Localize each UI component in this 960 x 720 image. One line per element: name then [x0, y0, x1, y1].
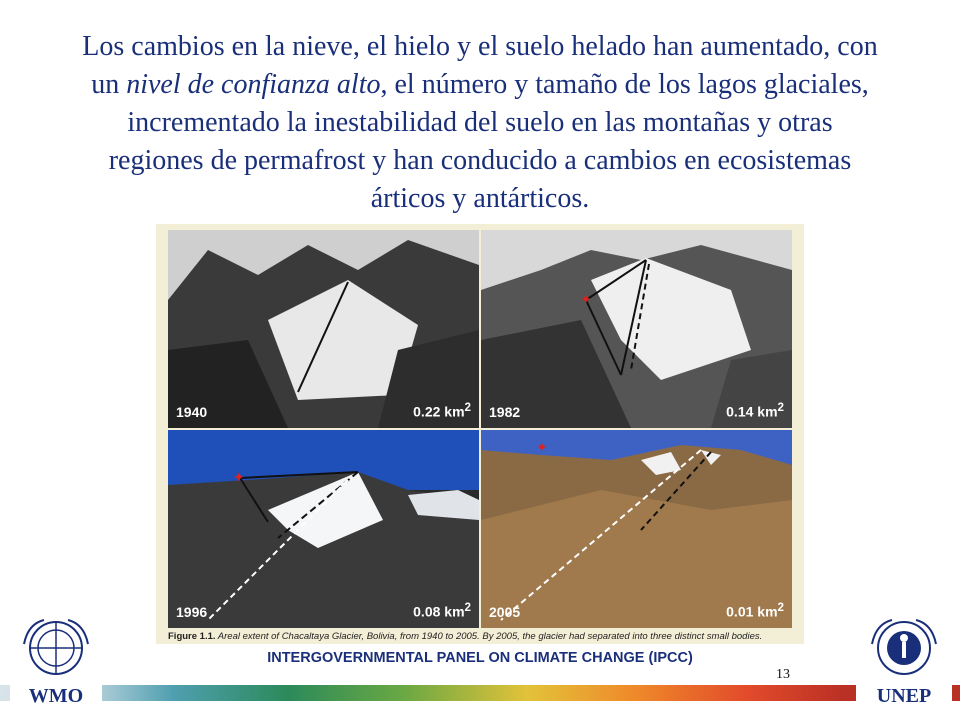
photo-2005: [481, 430, 792, 628]
page-number: 13: [776, 667, 790, 682]
ipcc-label: INTERGOVERNMENTAL PANEL ON CLIMATE CHANGE (IPCC): [267, 650, 693, 666]
slide-title: [80, 28, 880, 218]
photo-1940: [168, 230, 479, 428]
svg-text:✦: ✦: [536, 440, 548, 456]
panel-area: 0.01 $km^2$: [726, 601, 784, 620]
panel-year: 1982: [489, 404, 521, 420]
caption-label: Figure 1.1.: [168, 631, 216, 642]
svg-text:✦: ✦: [580, 292, 592, 308]
unep-text: UNEP: [876, 685, 932, 707]
panel-area: 0.14 $km^2$: [726, 401, 784, 420]
title-italic: nivel de confianza alto: [126, 69, 381, 100]
unep-logo: [856, 614, 952, 708]
panel-area: 0.22 $km^2$: [413, 401, 471, 420]
panel-area: 0.08 $km^2$: [413, 601, 471, 620]
person-globe-icon: [856, 614, 952, 684]
panel-year: 1996: [176, 604, 208, 620]
photo-1996: [168, 430, 479, 628]
title-part1: Los cambios en la nieve, el hielo y el suelo helado han aumentado, con un: [82, 31, 878, 100]
caption-text: Areal extent of Chacaltaya Glacier, Bolivia, from 1940 to 2005. By 2005, the glacier had separated into three distinct small bodies.: [215, 631, 763, 642]
title-part2: , el número y tamaño de los lagos glaciales, incrementado la inestabilidad del suelo en las montañas y otras regiones de permafrost y han conducido a cambios en ecosistemas árticos y antárticos.: [108, 69, 869, 214]
wmo-logo: [10, 614, 102, 708]
glacier-figure: [156, 224, 804, 644]
globe-icon: [10, 614, 102, 684]
svg-text:✦: ✦: [233, 470, 245, 486]
wmo-text: WMO: [28, 685, 84, 707]
footer-color-bar: [0, 685, 960, 701]
figure-caption: [168, 631, 798, 642]
panel-year: 1940: [176, 404, 208, 420]
panel-year: 2005: [489, 604, 521, 620]
photo-1982: [481, 230, 792, 428]
